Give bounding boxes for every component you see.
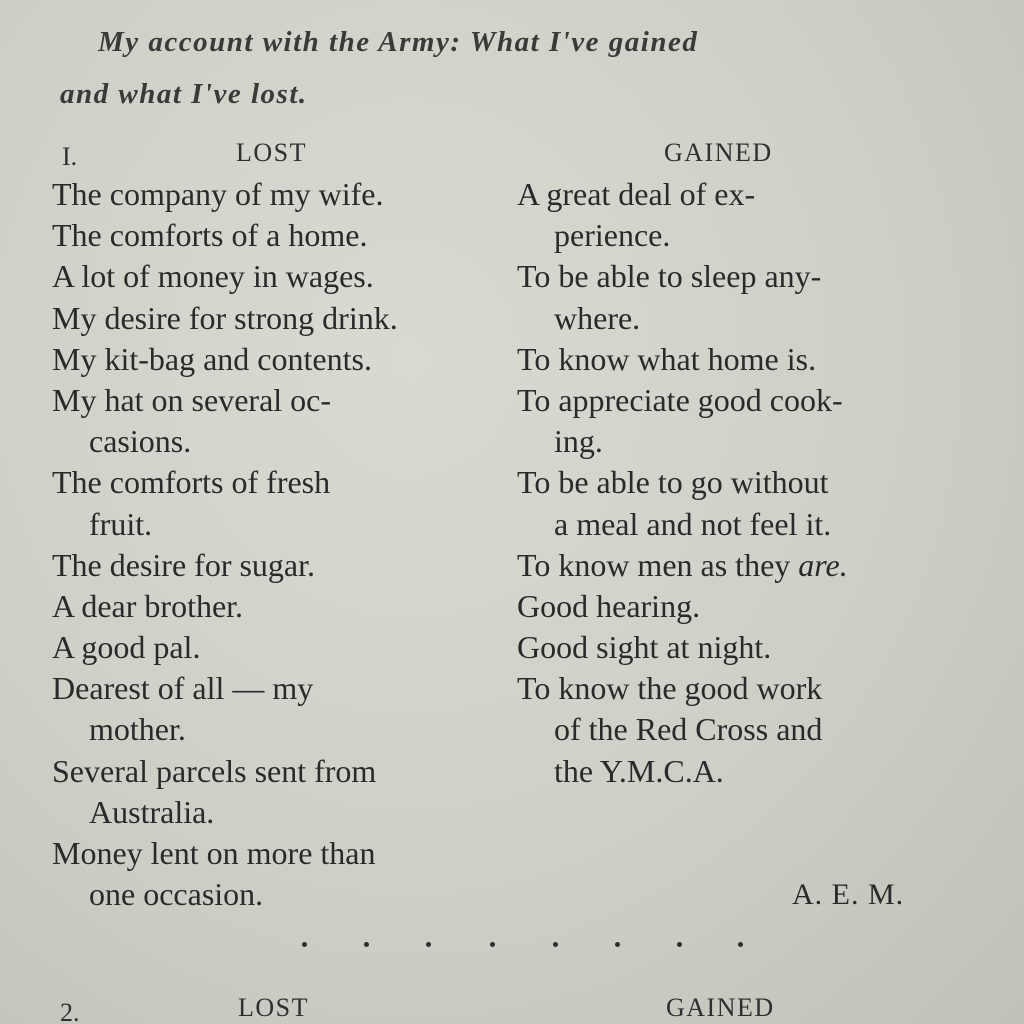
lost-line: A good pal. bbox=[52, 629, 201, 666]
separator-dot bbox=[426, 942, 431, 947]
section-2-lost-heading: LOST bbox=[238, 993, 309, 1022]
gained-line: of the Red Cross and bbox=[554, 711, 823, 748]
gained-line: To be able to sleep any- bbox=[517, 258, 822, 295]
gained-line: To know the good work bbox=[517, 670, 823, 707]
gained-line: ing. bbox=[554, 423, 603, 460]
gained-line: Good hearing. bbox=[517, 587, 701, 624]
gained-line: perience. bbox=[554, 217, 671, 254]
gained-line: A great deal of ex- bbox=[517, 176, 756, 212]
gained-line-text: To know men as they bbox=[517, 546, 791, 583]
lost-line: fruit. bbox=[89, 505, 153, 542]
gained-line: To appreciate good cook- bbox=[517, 381, 843, 418]
gained-emphasis-are: are. bbox=[798, 546, 848, 583]
lost-line: Australia. bbox=[89, 793, 215, 830]
section-1-gained-heading: GAINED bbox=[664, 138, 773, 167]
lost-line: casions. bbox=[89, 423, 192, 460]
lost-line: My desire for strong drink. bbox=[52, 299, 398, 336]
lost-line: My kit-bag and contents. bbox=[52, 340, 372, 377]
gained-line: Good sight at night. bbox=[517, 629, 772, 666]
separator-dot bbox=[490, 942, 495, 947]
lost-line: My hat on several oc- bbox=[52, 381, 332, 418]
lost-line: Money lent on more than bbox=[52, 835, 376, 871]
lost-line: The comforts of a home. bbox=[52, 217, 368, 254]
gained-line: where. bbox=[554, 299, 641, 336]
separator-dot bbox=[553, 942, 558, 947]
signature-initials: A. E. M. bbox=[792, 878, 905, 911]
title-line-1: My account with the Army: What I've gained bbox=[98, 26, 699, 58]
lost-line: A lot of money in wages. bbox=[52, 258, 374, 295]
gained-column bbox=[517, 174, 972, 792]
lost-line: mother. bbox=[89, 711, 186, 748]
section-1-lost-heading: LOST bbox=[236, 138, 307, 167]
section-2-gained-heading: GAINED bbox=[666, 993, 775, 1022]
separator-dot bbox=[615, 942, 620, 947]
lost-line: Dearest of all — my bbox=[52, 670, 314, 707]
lost-line: The comforts of fresh bbox=[52, 464, 331, 501]
section-separator bbox=[0, 930, 1024, 960]
separator-dot bbox=[677, 942, 682, 947]
gained-line: To know what home is. bbox=[517, 340, 817, 377]
section-2-number: 2. bbox=[60, 998, 80, 1024]
gained-line: To be able to go without bbox=[517, 464, 829, 501]
lost-column bbox=[52, 174, 498, 915]
title-line-2: and what I've lost. bbox=[60, 78, 308, 110]
lost-line: The desire for sugar. bbox=[52, 546, 316, 583]
separator-dot bbox=[364, 942, 369, 947]
gained-line bbox=[517, 545, 972, 586]
gained-line: a meal and not feel it. bbox=[554, 505, 832, 542]
gained-line: the Y.M.C.A. bbox=[554, 752, 724, 789]
separator-dot bbox=[738, 942, 743, 947]
lost-line: one occasion. bbox=[89, 876, 264, 913]
separator-dot bbox=[302, 942, 307, 947]
lost-line: Several parcels sent from bbox=[52, 752, 377, 789]
lost-line: The company of my wife. bbox=[52, 176, 384, 212]
lost-line: A dear brother. bbox=[52, 587, 244, 624]
section-1-number: I. bbox=[62, 142, 78, 171]
